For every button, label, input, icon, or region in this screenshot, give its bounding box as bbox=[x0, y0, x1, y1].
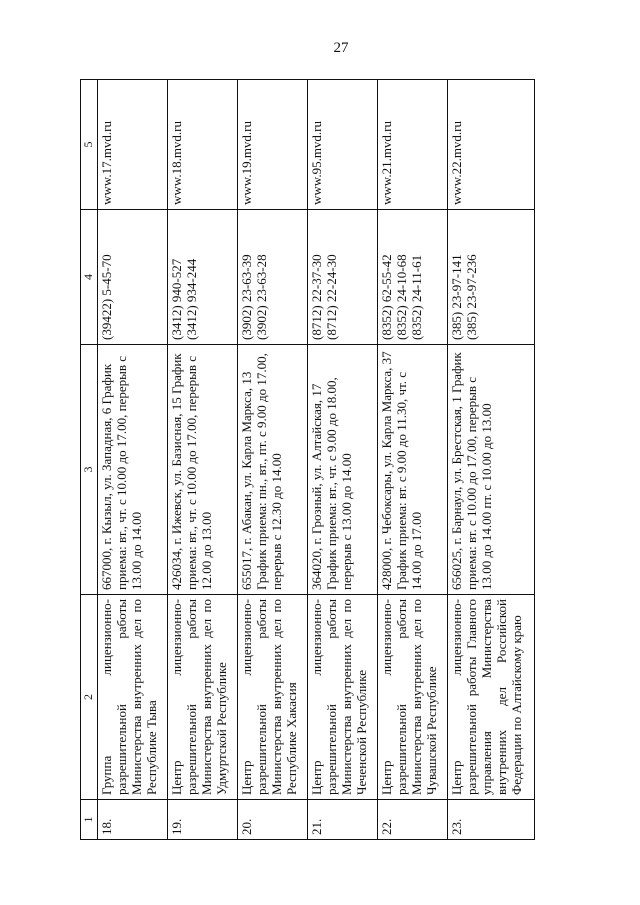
phones-cell bbox=[378, 210, 448, 345]
table-row bbox=[238, 80, 308, 840]
phone-number: (39422) 5-45-70 bbox=[99, 254, 114, 340]
table-wrapper bbox=[80, 80, 535, 840]
address-schedule-cell: 426034, г. Ижевск, ул. Базисная, 15 График приема: вт., чт. с 10.00 до 17.00, перерыв с 12.00 до 13.00 bbox=[168, 345, 238, 595]
website-cell: www.18.mvd.ru bbox=[168, 80, 238, 210]
phone-number: (3902) 23-63-39 bbox=[239, 254, 255, 340]
organization-name-cell: Центр лицензионно-разрешительной работы Министерства внутренних дел по Чеченской Республике bbox=[308, 595, 378, 800]
phone-number: (3412) 940-527 bbox=[169, 258, 185, 340]
phone-number: (8352) 24-11-61 bbox=[409, 254, 425, 340]
address-schedule-cell: 667000, г. Кызыл, ул. Западная, 6 График приема: вт., чт. с 10.00 до 17.00, перерыв с 13.00 до 14.00 bbox=[98, 345, 168, 595]
row-number-cell: 23. bbox=[448, 800, 535, 840]
row-number-cell: 18. bbox=[98, 800, 168, 840]
address-schedule-cell: 428000, г. Чебоксары, ул. Карла Маркса, 37 График приема: вт. с 9.00 до 11.30, чт. с 14.00 до 17.00 bbox=[378, 345, 448, 595]
page-number: 27 bbox=[333, 40, 349, 56]
organization-name-cell: Центр лицензионно-разрешительной работы Министерства внутренних дел по Республике Хакасия bbox=[238, 595, 308, 800]
license-centers-table bbox=[80, 79, 535, 840]
column-header: 2 bbox=[81, 595, 98, 800]
website-cell: www.17.mvd.ru bbox=[98, 80, 168, 210]
phones-cell bbox=[448, 210, 535, 345]
phones-cell bbox=[168, 210, 238, 345]
column-number-row bbox=[81, 80, 98, 840]
address-schedule-cell: 655017, г. Абакан, ул. Карла Маркса, 13 График приема: пн., вт., пт. с 9.00 до 17.00, перерыв с 12.30 до 14.00 bbox=[238, 345, 308, 595]
phone-number: (8352) 24-10-68 bbox=[394, 254, 410, 340]
phone-number: (385) 23-97-236 bbox=[464, 254, 480, 340]
website-cell: www.95.mvd.ru bbox=[308, 80, 378, 210]
row-number-cell: 19. bbox=[168, 800, 238, 840]
website-cell: www.22.mvd.ru bbox=[448, 80, 535, 210]
column-header: 1 bbox=[81, 800, 98, 840]
phone-number: (3902) 23-63-28 bbox=[254, 254, 270, 340]
phone-number: (385) 23-97-141 bbox=[449, 254, 465, 340]
address-schedule-cell: 656025, г. Барнаул, ул. Брестская, 1 График приема: вт. с 10.00 до 17.00, перерыв с 13.00 до 14.00 пт. с 10.00 до 13.00 bbox=[448, 345, 535, 595]
row-number-cell: 21. bbox=[308, 800, 378, 840]
organization-name-cell: Центр лицензионно-разрешительной работы Министерства внутренних дел по Удмуртской Республике bbox=[168, 595, 238, 800]
column-header: 3 bbox=[81, 345, 98, 595]
phone-number: (8352) 62-55-42 bbox=[379, 254, 395, 340]
table-row bbox=[98, 80, 168, 840]
organization-name-cell: Центр лицензионно-разрешительной работы Главного управления Министерства внутренних дел Российской Федерации по Алтайскому краю bbox=[448, 595, 535, 800]
table-row bbox=[448, 80, 535, 840]
phone-number: (3412) 934-244 bbox=[184, 258, 200, 340]
column-header: 4 bbox=[81, 210, 98, 345]
phone-number: (8712) 22-37-30 bbox=[309, 254, 325, 340]
address-schedule-cell: 364020, г. Грозный, ул. Алтайская, 17 График приема: вт., чт. с 9.00 до 18.00, перерыв с 13.00 до 14.00 bbox=[308, 345, 378, 595]
row-number-cell: 20. bbox=[238, 800, 308, 840]
table-row bbox=[378, 80, 448, 840]
phones-cell bbox=[98, 210, 168, 345]
website-cell: www.21.mvd.ru bbox=[378, 80, 448, 210]
phones-cell bbox=[238, 210, 308, 345]
row-number-cell: 22. bbox=[378, 800, 448, 840]
table-row bbox=[308, 80, 378, 840]
table-row bbox=[168, 80, 238, 840]
organization-name-cell: Центр лицензионно-разрешительной работы Министерства внутренних дел по Чувашской Республике bbox=[378, 595, 448, 800]
phone-number: (8712) 22-24-30 bbox=[324, 254, 340, 340]
column-header: 5 bbox=[81, 80, 98, 210]
organization-name-cell: Группа лицензионно-разрешительной работы Министерства внутренних дел по Республике Тыва bbox=[98, 595, 168, 800]
phones-cell bbox=[308, 210, 378, 345]
website-cell: www.19.mvd.ru bbox=[238, 80, 308, 210]
